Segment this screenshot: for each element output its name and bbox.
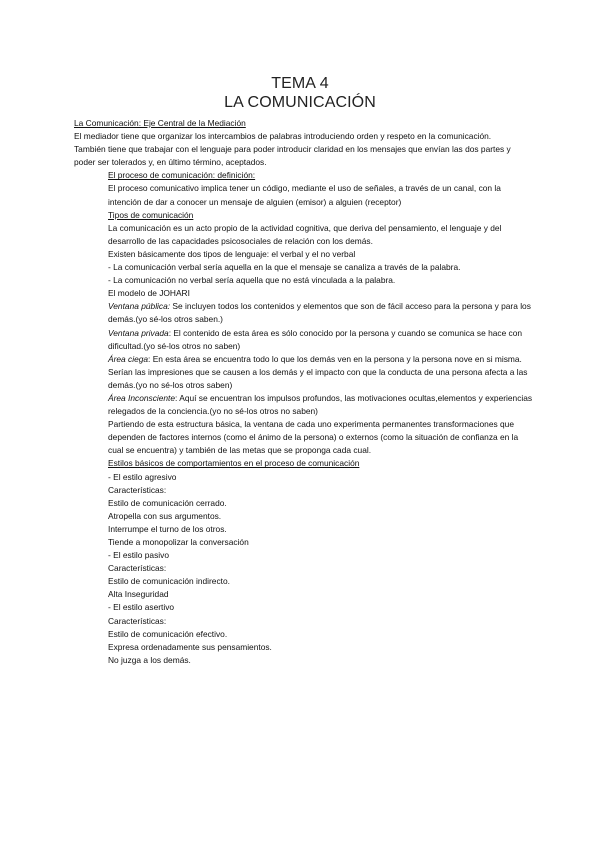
johari-area-ciega [108, 353, 534, 392]
estilo-asertivo-line: No juzga a los demás. [108, 654, 191, 665]
paragraph-proceso: El proceso comunicativo implica tener un código, mediante el uso de señales, a través de un canal, con la intención de dar a conocer un mensaje de alguien (emisor) a alguien (receptor) [108, 183, 501, 207]
heading-proceso: El proceso de comunicación: definición: [108, 170, 256, 181]
estilo-agresivo-title: - El estilo agresivo [108, 471, 177, 482]
text-ventana-publica: Se incluyen todos los contenidos y elementos que son de fácil acceso para la persona y para los demás.(yo sé-los otros saben.) [108, 301, 531, 325]
heading-estilos: Estilos básicos de comportamientos en el proceso de comunicación [108, 458, 360, 469]
text-ventana-privada: : El contenido de esta área es sólo conocido por la persona y cuando se comunica se hace con dificultad.(yo sé-los otros no saben) [108, 327, 523, 351]
paragraph-mediador: El mediador tiene que organizar los intercambios de palabras introduciendo orden y respeto en la comunicación. [74, 131, 492, 142]
paragraph-lenguaje: También tiene que trabajar con el lenguaje para poder introducir claridad en los mensajes que envían las dos partes y poder ser tolerados y, en último término, aceptados. [74, 144, 511, 168]
estilo-pasivo-line: Características: [108, 563, 167, 574]
heading-johari: El modelo de JOHARI [108, 288, 190, 299]
estilo-agresivo-line: Estilo de comunicación cerrado. [108, 497, 227, 508]
johari-ventana-privada [108, 327, 534, 353]
johari-ventana-publica [108, 300, 534, 326]
estilo-pasivo-title: - El estilo pasivo [108, 550, 169, 561]
paragraph-tipos-verbal: - La comunicación verbal sería aquella en la que el mensaje se canaliza a través de la palabra. [108, 262, 461, 273]
estilo-asertivo-title: - El estilo asertivo [108, 602, 175, 613]
text-area-inconsciente: : Aquí se encuentran los impulsos profundos, las motivaciones ocultas,elementos y experiencias relegados de la conciencia.(yo no sé-los otros no saben) [108, 392, 533, 417]
title-line-1: TEMA 4 [271, 75, 329, 92]
estilo-asertivo-line: Expresa ordenadamente sus pensamientos. [108, 641, 272, 652]
title-line-2: LA COMUNICACIÓN [224, 94, 376, 111]
estilo-agresivo-line: Interrumpe el turno de los otros. [108, 523, 227, 534]
title-block [0, 74, 600, 112]
indented-section [74, 169, 534, 667]
paragraph-tipos-2: Existen básicamente dos tipos de lenguaje: el verbal y el no verbal [108, 248, 356, 259]
paragraph-johari-closing: Partiendo de esta estructura básica, la ventana de cada uno experimenta permanentes transformaciones que dependen de factores internos (como el ánimo de la persona) o externos (como la situación de confianza en la cual se encuentra) y también de las metas que se proponga cada cual. [108, 419, 519, 456]
section-heading-comunicacion: La Comunicación: Eje Central de la Mediación [74, 118, 246, 128]
estilo-pasivo-line: Alta Inseguridad [108, 589, 169, 600]
estilo-agresivo-line: Tiende a monopolizar la conversación [108, 537, 249, 547]
estilo-agresivo-line: Características: [108, 484, 167, 495]
label-area-inconsciente: Área Inconsciente [108, 392, 176, 403]
label-area-ciega: Área ciega [108, 353, 149, 364]
paragraph-tipos-1: La comunicación es un acto propio de la actividad cognitiva, que deriva del pensamiento, el lenguaje y del desarrollo de las capacidades psicosociales de relación con los demás. [108, 222, 502, 246]
document-body [74, 117, 534, 667]
text-area-ciega: : En esta área se encuentra todo lo que los demás ven en la persona y la persona nove en si misma. Serían las impresiones que se causen a los demás y el impacto con que la conducta de una persona afecta a las demás.(yo no sé-los otros saben) [108, 353, 528, 390]
johari-area-inconsciente [108, 392, 534, 418]
estilo-pasivo-line: Estilo de comunicación indirecto. [108, 576, 230, 587]
heading-tipos: Tipos de comunicación [108, 209, 194, 220]
paragraph-tipos-no-verbal: - La comunicación no verbal sería aquella que no está vinculada a la palabra. [108, 275, 396, 286]
estilo-asertivo-line: Estilo de comunicación efectivo. [108, 628, 228, 639]
label-ventana-publica: Ventana pública: [108, 301, 171, 312]
label-ventana-privada: Ventana privada [108, 327, 169, 338]
estilo-agresivo-line: Atropella con sus argumentos. [108, 510, 222, 521]
estilo-asertivo-line: Características: [108, 615, 167, 626]
